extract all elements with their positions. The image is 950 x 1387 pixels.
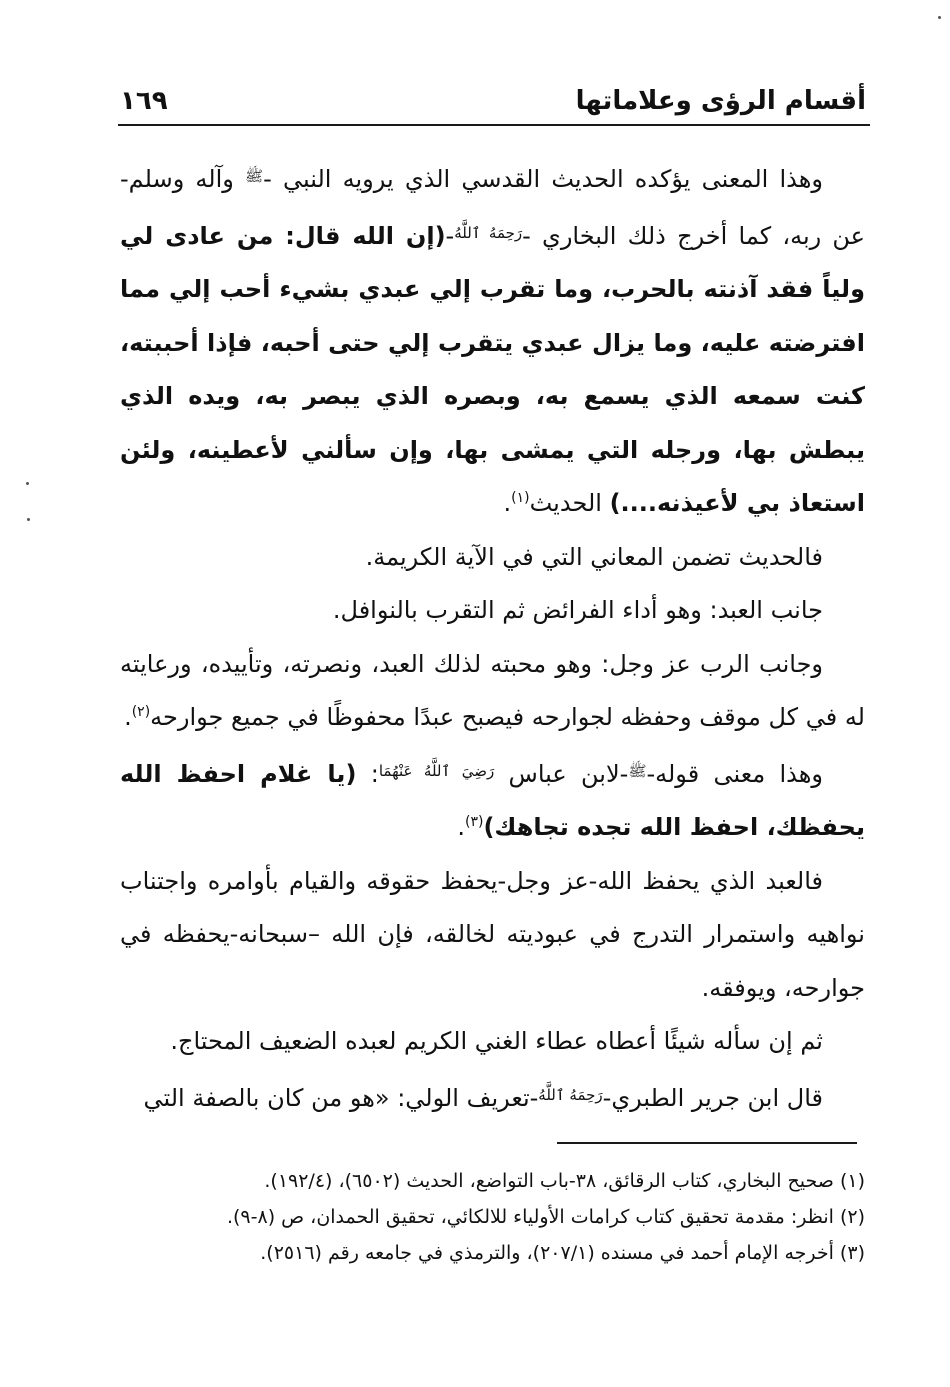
rahimahullah-honorific: رَحِمَهُ ٱللَّهُ [454, 223, 523, 242]
text-span: وهذا معنى قوله- [646, 759, 824, 788]
rahimahullah-honorific: رَحِمَهُ ٱللَّهُ [538, 1085, 603, 1104]
scan-speck [26, 482, 29, 485]
paragraph-hadith-qudsi [120, 150, 865, 531]
text-span: -لابن عباس [494, 759, 629, 788]
text-span: وجانب الرب عز وجل: وهو محبته لذلك العبد، ونصرته، وتأييده، ورعايته له في كل موقف وحفظه لجوارحه فيصبح عبدًا محفوظًا في جميع جوارحه [120, 649, 865, 731]
footnote-2: (٢) انظر: مقدمة تحقيق كتاب كرامات الأولياء للالكائي، تحقيق الحمدان، ص (٨-٩). [226, 1206, 865, 1228]
text-span: . [503, 489, 512, 517]
hadith-quote: (إن الله قال: من عادى لي ولياً فقد آذنته بالحرب، وما تقرب إلي عبدي بشيء أحب إلي مما افترضته عليه، وما يزال عبدي يتقرب إلي حتى أحبه، فإذا أحببته، كنت سمعه الذي يسمع به، وبصره الذي يبصر به، ويده الذي يبطش بها، ورجله التي يمشى بها، وإن سألني لأعطينه، ولئن استعاذ بي لأعيذنه....) [120, 221, 865, 517]
page-number: ١٦٩ [120, 86, 168, 116]
paragraph-servant-side: جانب العبد: وهو أداء الفرائض ثم التقرب بالنوافل. [332, 596, 823, 624]
footnote-ref-1: (١) [511, 490, 530, 506]
scan-speck [27, 518, 30, 521]
text-span: . [124, 703, 132, 731]
paragraph-ibn-jarir [120, 1069, 865, 1126]
footnote-1: (١) صحيح البخاري، كتاب الرقائق، ٣٨-باب التواضع، الحديث (٦٥٠٢)، (١٩٢/٤). [264, 1170, 865, 1192]
text-span: - [445, 221, 455, 250]
text-span: قال ابن جرير الطبري- [602, 1083, 823, 1112]
text-span: . [457, 813, 465, 841]
text-span: وآله وسلم- عن ربه، كما أخرج ذلك البخاري - [120, 165, 866, 250]
footnote-divider [557, 1142, 857, 1144]
salawat-honorific: ﷺ [245, 167, 264, 185]
chapter-title: أقسام الرؤى وعلاماتها [575, 86, 866, 116]
hadith-quote: (يا غلام احفظ الله يحفظك، احفظ الله تجده تجاهك) [120, 759, 865, 841]
text-span: الحديث [529, 489, 610, 517]
footnote-3: (٣) أخرجه الإمام أحمد في مسنده (٢٠٧/١)، والترمذي في جامعه رقم (٢٥١٦). [260, 1242, 865, 1264]
footnote-ref-2: (٢) [131, 704, 151, 720]
text-span: وهذا المعنى يؤكده الحديث القدسي الذي يرويه النبي - [263, 165, 823, 193]
paragraph-servant-protects: فالعبد الذي يحفظ الله-عز وجل-يحفظ حقوقه والقيام بأوامره واجتناب نواهيه واستمرار التدرج في عبوديته لخالقه، فإن الله –سبحانه-يحفظه في جوارحه، ويوفقه. [120, 866, 865, 1002]
paragraph-meanings: فالحديث تضمن المعاني التي في الآية الكريمة. [365, 542, 823, 571]
paragraph-if-asks: ثم إن سأله شيئًا أعطاه عطاء الغني الكريم لعبده الضعيف المحتاج. [170, 1027, 823, 1055]
paragraph-lord-side [120, 638, 865, 745]
footnote-ref-3: (٣) [464, 814, 484, 830]
paragraph-ibn-abbas [120, 745, 865, 855]
text-span: : [356, 759, 379, 788]
footnotes [120, 1163, 865, 1271]
text-span: -تعريف الولي: «هو من كان بالصفة التي [143, 1083, 539, 1112]
main-text [120, 150, 865, 1125]
salawat-honorific: ﷺ [628, 761, 647, 780]
radiallahu-honorific: رَضِيَ ٱللَّهُ عَنْهُمَا [378, 761, 495, 780]
scan-speck [938, 16, 941, 19]
page-header [118, 84, 870, 126]
